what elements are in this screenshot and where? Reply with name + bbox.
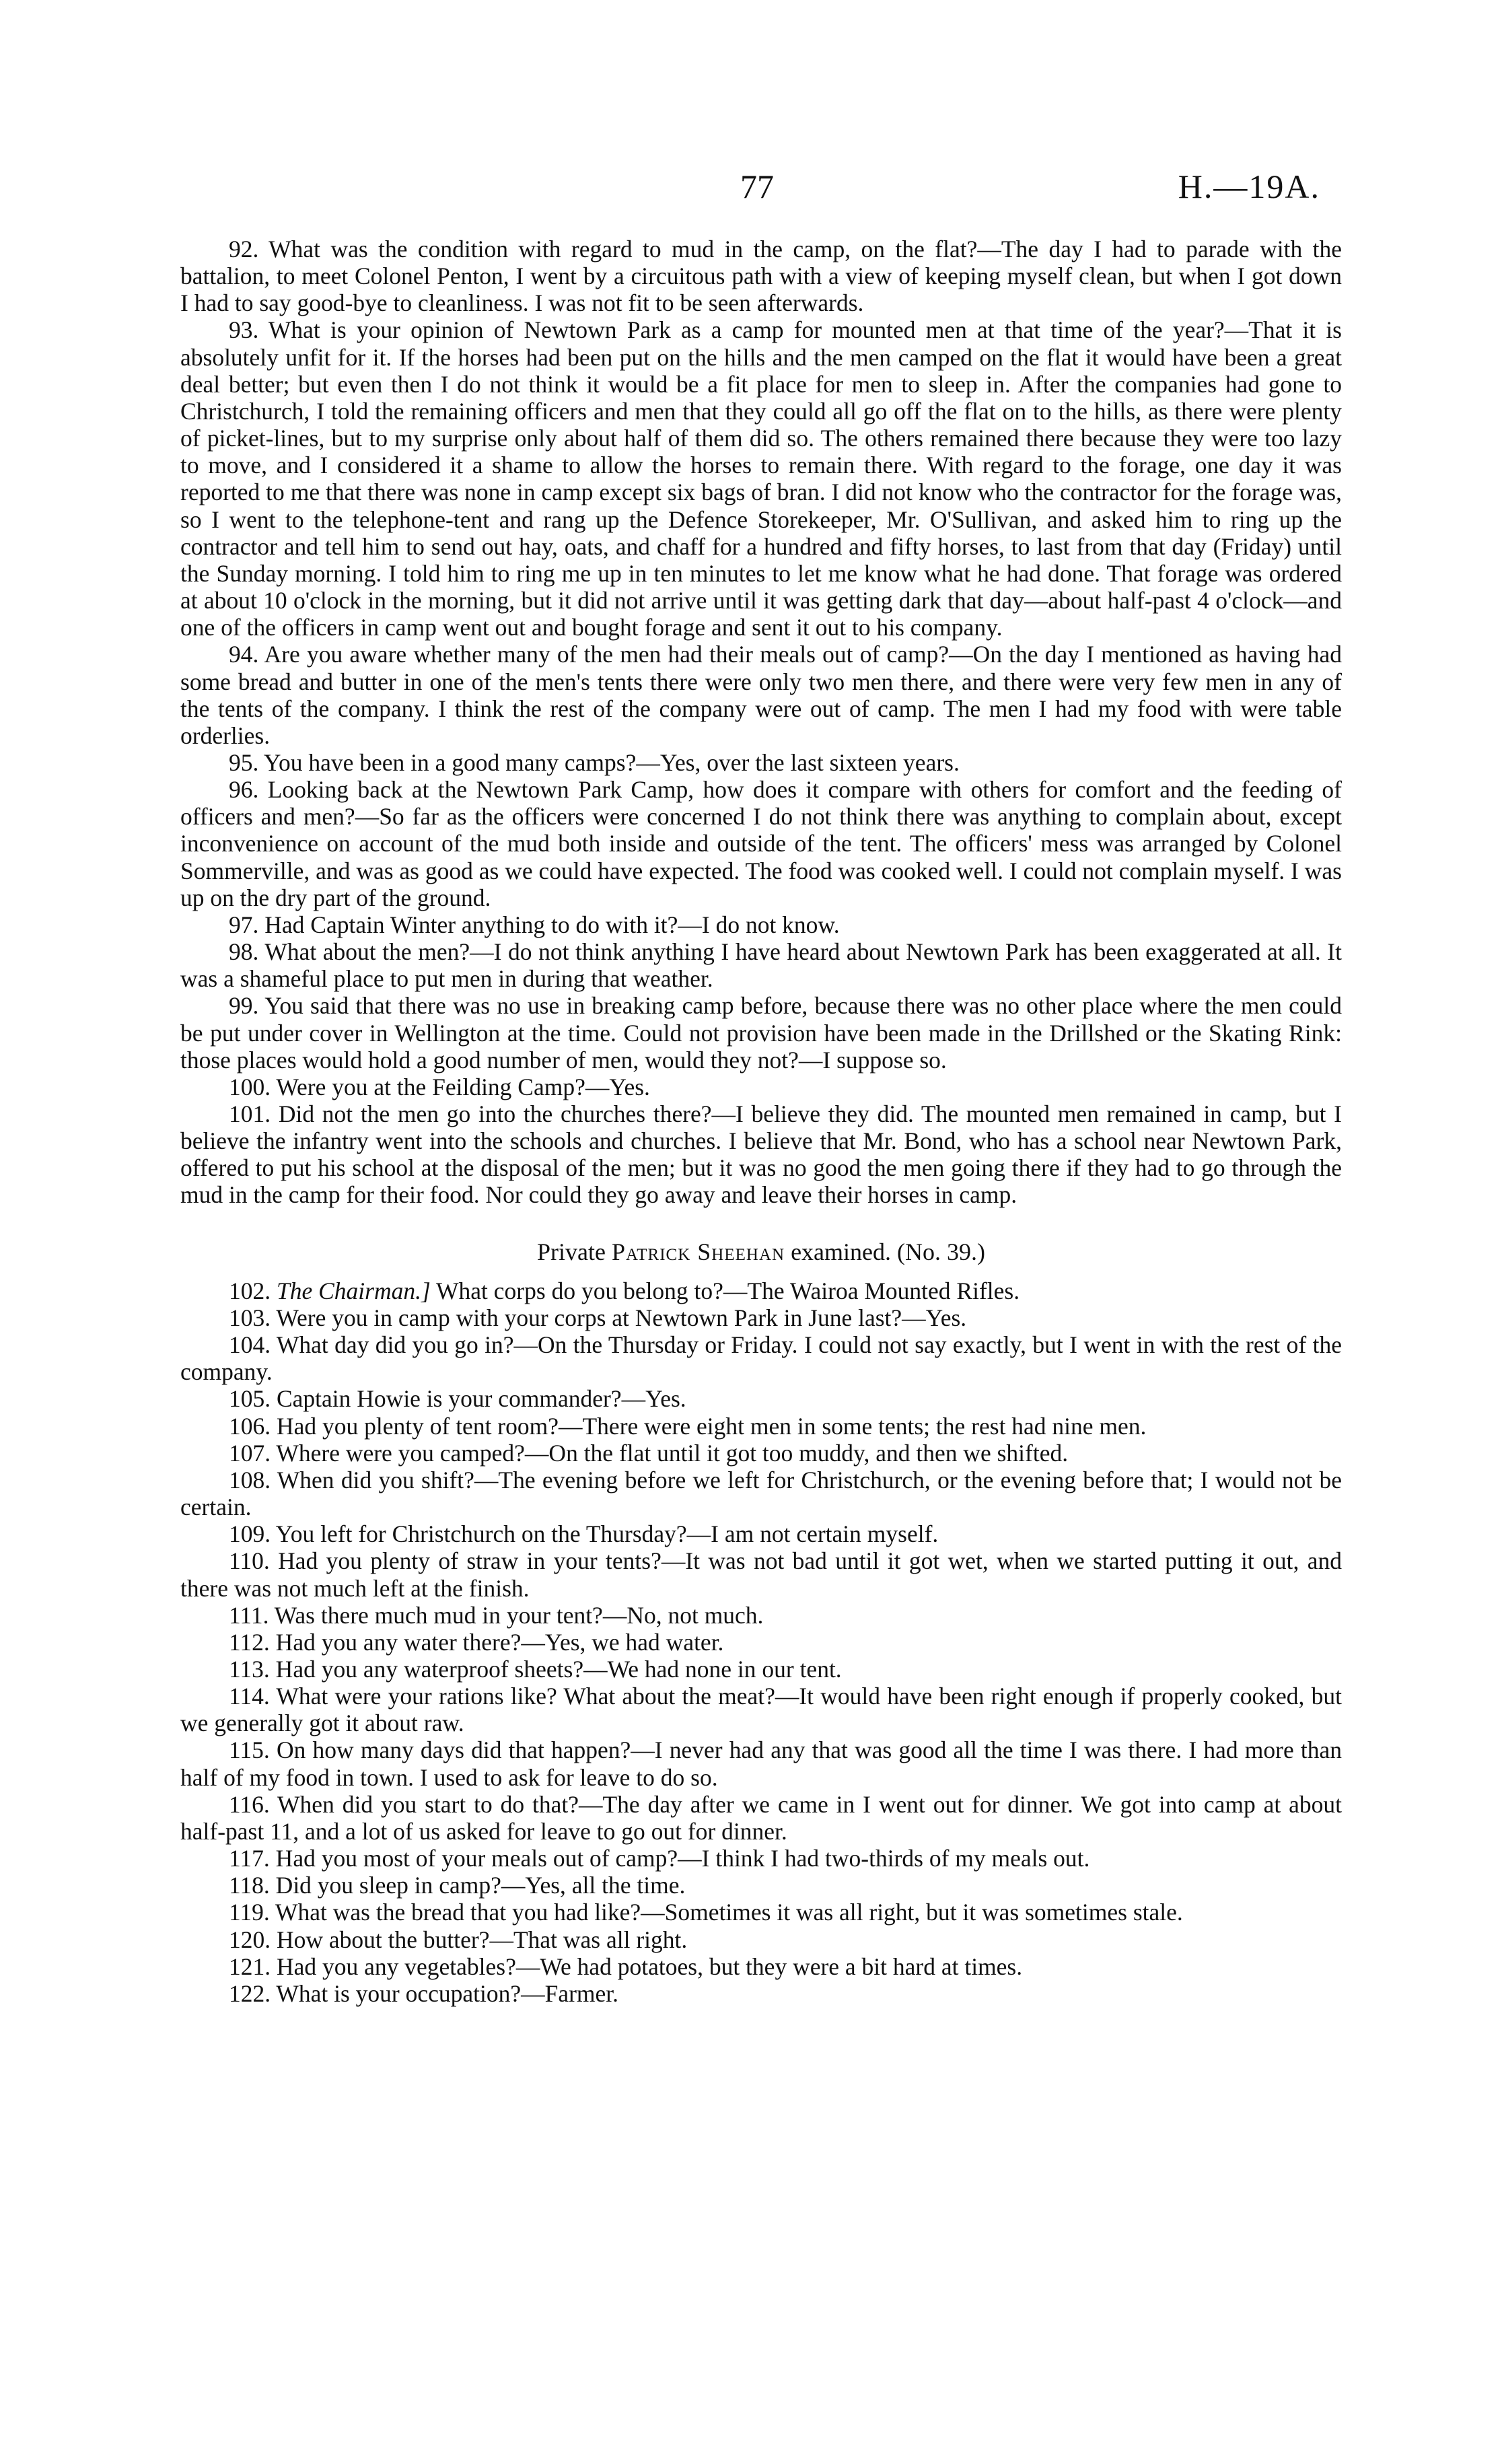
question-95: 95. You have been in a good many camps?—Yes, over the last sixteen years. xyxy=(229,748,960,776)
question-121: 121. Had you any vegetables?—We had potatoes, but they were a bit hard at times. xyxy=(229,1952,1023,1980)
question-110: 110. Had you plenty of straw in your tents?—It was not bad until it got wet, when we started putting it out, and there was not much left at the finish. xyxy=(180,1547,1342,1602)
question-106: 106. Had you plenty of tent room?—There were eight men in some tents; the rest had nine men. xyxy=(229,1412,1147,1440)
witness-name: Patrick Sheehan xyxy=(611,1238,785,1265)
question-113: 113. Had you any waterproof sheets?—We had none in our tent. xyxy=(229,1655,842,1683)
question-116: 116. When did you start to do that?—The day after we came in I went out for dinner. We got into camp at about half-past 11, and a lot of us asked for leave to go out for dinner. xyxy=(180,1790,1342,1845)
question-112: 112. Had you any water there?—Yes, we had water. xyxy=(229,1628,724,1656)
question-102-number: 102. xyxy=(229,1277,271,1304)
document-reference: H.—19A. xyxy=(1178,168,1320,205)
question-103: 103. Were you in camp with your corps at Newtown Park in June last?—Yes. xyxy=(229,1304,967,1331)
question-99: 99. You said that there was no use in breaking camp before, because there was no other place where the men could be put under cover in Wellington at the time. Could not provision have been made in the Drillshed or the Skating Rink: those places would hold a good number of men, would they not?—I suppose so. xyxy=(180,992,1342,1073)
question-102-text: What corps do you belong to?—The Wairoa Mounted Rifles. xyxy=(436,1277,1020,1304)
question-118: 118. Did you sleep in camp?—Yes, all the time. xyxy=(229,1872,686,1899)
witness-heading xyxy=(180,1238,1342,1265)
question-115: 115. On how many days did that happen?—I never had any that was good all the time I was there. I had more than half of my food in town. I used to ask for leave to do so. xyxy=(180,1736,1342,1791)
heading-prefix: Private xyxy=(537,1238,606,1265)
question-97: 97. Had Captain Winter anything to do with it?—I do not know. xyxy=(229,911,840,938)
question-93: 93. What is your opinion of Newtown Park as a camp for mounted men at that time of the year?—That it is absolutely unfit for it. If the horses had been put on the hills and the men camped on the flat it would have been a great deal better; but even then I do not think it would be a fit place for men to sleep in. After the companies had gone to Christchurch, I told the remaining officers and men that they could all go off the flat on to the hills, as there were plenty of picket-lines, but to my surprise only about half of them did so. The others remained there because they were too lazy to move, and I considered it a shame to allow the horses to remain there. With regard to the forage, one day it was reported to me that there was none in camp except six bags of bran. I did not know who the contractor for the forage was, so I went to the telephone-tent and rang up the Defence Storekeeper, Mr. O'Sullivan, and asked him to ring up the contractor and tell him to send out hay, oats, and chaff for a hundred and fifty horses, to last from that day (Friday) until the Sunday morning. I told him to ring me up in ten minutes to let me know what he had done. That forage was ordered at about 10 o'clock in the morning, but it did not arrive until it was getting dark that day—about half-past 4 o'clock—and one of the officers in camp went out and bought forage and sent it out to his company. xyxy=(180,316,1342,641)
question-98: 98. What about the men?—I do not think anything I have heard about Newtown Park has been exaggerated at all. It was a shameful place to put men in during that weather. xyxy=(180,938,1342,993)
question-101: 101. Did not the men go into the churches there?—I believe they did. The mounted men remained in camp, but I believe the infantry went into the schools and churches. I believe that Mr. Bond, who has a school near Newtown Park, offered to put his school at the disposal of the men; but it was no good the men going there if they had to go through the mud in the camp for their food. Nor could they go away and leave their horses in camp. xyxy=(180,1100,1342,1209)
question-96: 96. Looking back at the Newtown Park Camp, how does it compare with others for comfort and the feeding of officers and men?—So far as the officers were concerned I do not think there was anything to complain about, except inconvenience on account of the mud both inside and outside of the tent. The officers' mess was arranged by Colonel Sommerville, and was as good as we could have expected. The food was cooked well. I could not complain myself. I was up on the dry part of the ground. xyxy=(180,776,1342,911)
heading-suffix: examined. (No. 39.) xyxy=(791,1238,985,1265)
page-header xyxy=(0,167,1502,214)
question-105: 105. Captain Howie is your commander?—Yes. xyxy=(229,1385,686,1413)
speaker-label: The Chairman.] xyxy=(277,1277,431,1304)
question-102 xyxy=(180,1277,1342,1304)
question-100: 100. Were you at the Feilding Camp?—Yes. xyxy=(229,1073,650,1100)
question-119: 119. What was the bread that you had like?—Sometimes it was all right, but it was sometimes stale. xyxy=(229,1899,1183,1926)
question-122: 122. What is your occupation?—Farmer. xyxy=(229,1979,619,2007)
question-114: 114. What were your rations like? What about the meat?—It would have been right enough if properly cooked, but we generally got it about raw. xyxy=(180,1683,1342,1737)
question-111: 111. Was there much mud in your tent?—No, not much. xyxy=(229,1601,764,1629)
question-104: 104. What day did you go in?—On the Thursday or Friday. I could not say exactly, but I went in with the rest of the company. xyxy=(180,1331,1342,1386)
question-107: 107. Where were you camped?—On the flat until it got too muddy, and then we shifted. xyxy=(229,1439,1069,1467)
question-94: 94. Are you aware whether many of the men had their meals out of camp?—On the day I mentioned as having had some bread and butter in one of the men's tents there were only two men there, and there were very few men in any of the tents of the company. I think the rest of the company were out of camp. The men I had my food with were table orderlies. xyxy=(180,641,1342,749)
question-108: 108. When did you shift?—The evening before we left for Christchurch, or the evening before that; I would not be certain. xyxy=(180,1466,1342,1521)
question-109: 109. You left for Christchurch on the Thursday?—I am not certain myself. xyxy=(229,1520,939,1548)
question-92: 92. What was the condition with regard to mud in the camp, on the flat?—The day I had to parade with the battalion, to meet Colonel Penton, I went by a circuitous path with a view of keeping myself clean, but when I got down I had to say good-bye to cleanliness. I was not fit to be seen afterwards. xyxy=(180,236,1342,317)
document-body xyxy=(180,236,1342,2007)
question-120: 120. How about the butter?—That was all right. xyxy=(229,1926,688,1953)
page-number: 77 xyxy=(740,168,774,205)
question-117: 117. Had you most of your meals out of camp?—I think I had two-thirds of my meals out. xyxy=(229,1845,1090,1872)
